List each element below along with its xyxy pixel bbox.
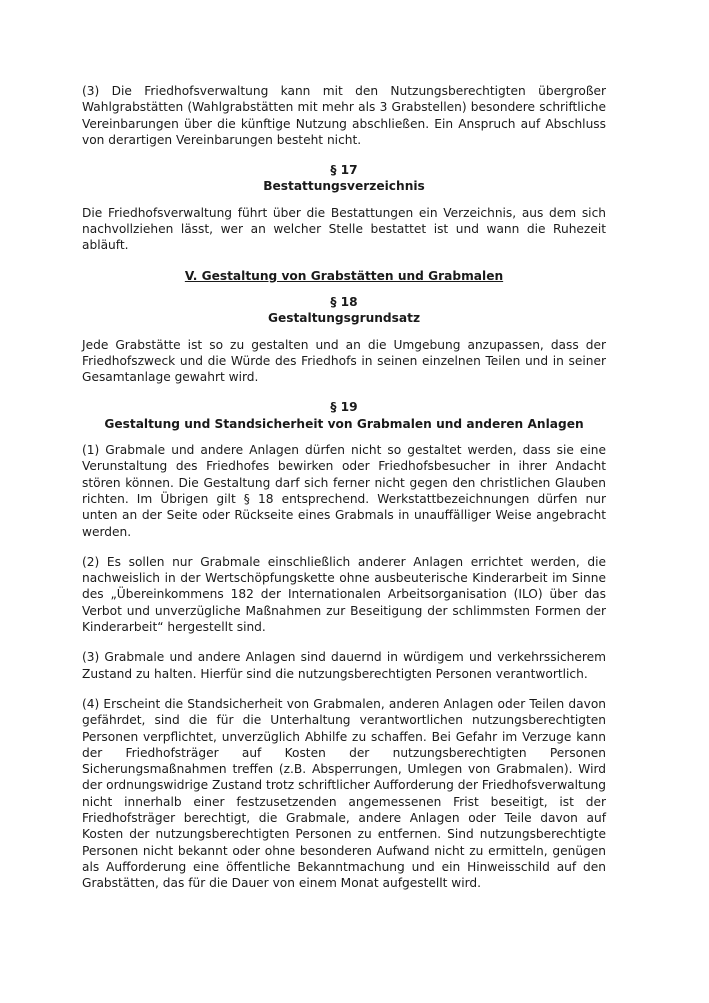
section-19-title: Gestaltung und Standsicherheit von Grabmalen und anderen Anlagen: [104, 416, 584, 431]
section-19-number: § 19: [330, 400, 358, 415]
paragraph-19-4: (4) Erscheint die Standsicherheit von Grabmalen, anderen Anlagen oder Teilen davon gefährdet, sind die für die Unterhaltung verantwortlichen nutzungsberechtigten Personen verpflichtet, unverzüglich Abhilfe zu schaffen. Bei Gefahr im Verzuge kann der Friedhofsträger auf Kosten der nutzungsberechtigten Personen Sicherungsmaßnahmen treffen (z.B. Absperrungen, Umlegen von Grabmalen). Wird der ordnungswidrige Zustand trotz schriftlicher Aufforderung der Friedhofsverwaltung nicht innerhalb einer festzusetzenden angemessenen Frist beseitigt, ist der Friedhofsträger berechtigt, die Grabmale, andere Anlagen oder Teile davon auf Kosten der nutzungsberechtigten Personen zu entfernen. Sind nutzungsberechtigte Personen nicht bekannt oder ohne besonderen Aufwand nicht zu ermitteln, genügen als Aufforderung eine öffentliche Bekanntmachung und ein Hinweisschild auf den Grabstätten, das für die Dauer von einem Monat aufgestellt wird.: [82, 696, 606, 891]
paragraph-16-3: (3) Die Friedhofsverwaltung kann mit den Nutzungsberechtigten übergroßer Wahlgrabstätten (Wahlgrabstätten mit mehr als 3 Grabstellen) besondere schriftliche Vereinbarungen über die künftige Nutzung abschließen. Ein Anspruch auf Abschluss von derartigen Vereinbarungen besteht nicht.: [82, 84, 606, 147]
section-17-number: § 17: [330, 163, 358, 178]
chapter-v-title: V. Gestaltung von Grabstätten und Grabmalen: [184, 268, 504, 283]
paragraph-18: Jede Grabstätte ist so zu gestalten und an die Umgebung anzupassen, dass der Friedhofszweck und die Würde des Friedhofs in seinen einzelnen Teilen und in seiner Gesamtanlage gewahrt wird.: [82, 337, 606, 385]
paragraph-19-1: (1) Grabmale und andere Anlagen dürfen nicht so gestaltet werden, dass sie eine Verunstaltung des Friedhofes bewirken oder Friedhofsbesucher in ihrer Andacht stören können. Die Gestaltung darf sich ferner nicht gegen den christlichen Glauben richten. Im Übrigen gilt § 18 entsprechend. Werkstattbezeichnungen dürfen nur unten an der Seite oder Rückseite eines Grabmals in unauffälliger Weise angebracht werden.: [82, 443, 606, 539]
paragraph-19-2: (2) Es sollen nur Grabmale einschließlich anderer Anlagen errichtet werden, die nachweislich in der Wertschöpfungskette ohne ausbeuterische Kinderarbeit im Sinne des „Übereinkommens 182 der Internationalen Arbeitsorganisation (ILO) über das Verbot und unverzügliche Maßnahmen zur Beseitigung der schlimmsten Formen der Kinderarbeit“ hergestellt sind.: [82, 554, 606, 635]
section-17-title: Bestattungsverzeichnis: [263, 179, 425, 194]
paragraph-19-3: (3) Grabmale und andere Anlagen sind dauernd in würdigem und verkehrssicherem Zustand zu halten. Hierfür sind die nutzungsberechtigten Personen verantwortlich.: [82, 650, 606, 681]
document-page: [82, 83, 606, 891]
section-18-number: § 18: [330, 294, 358, 309]
paragraph-17: Die Friedhofsverwaltung führt über die Bestattungen ein Verzeichnis, aus dem sich nachvollziehen lässt, wer an welcher Stelle bestattet ist und wann die Ruhezeit abläuft.: [82, 205, 606, 253]
section-18-title: Gestaltungsgrundsatz: [267, 311, 421, 326]
